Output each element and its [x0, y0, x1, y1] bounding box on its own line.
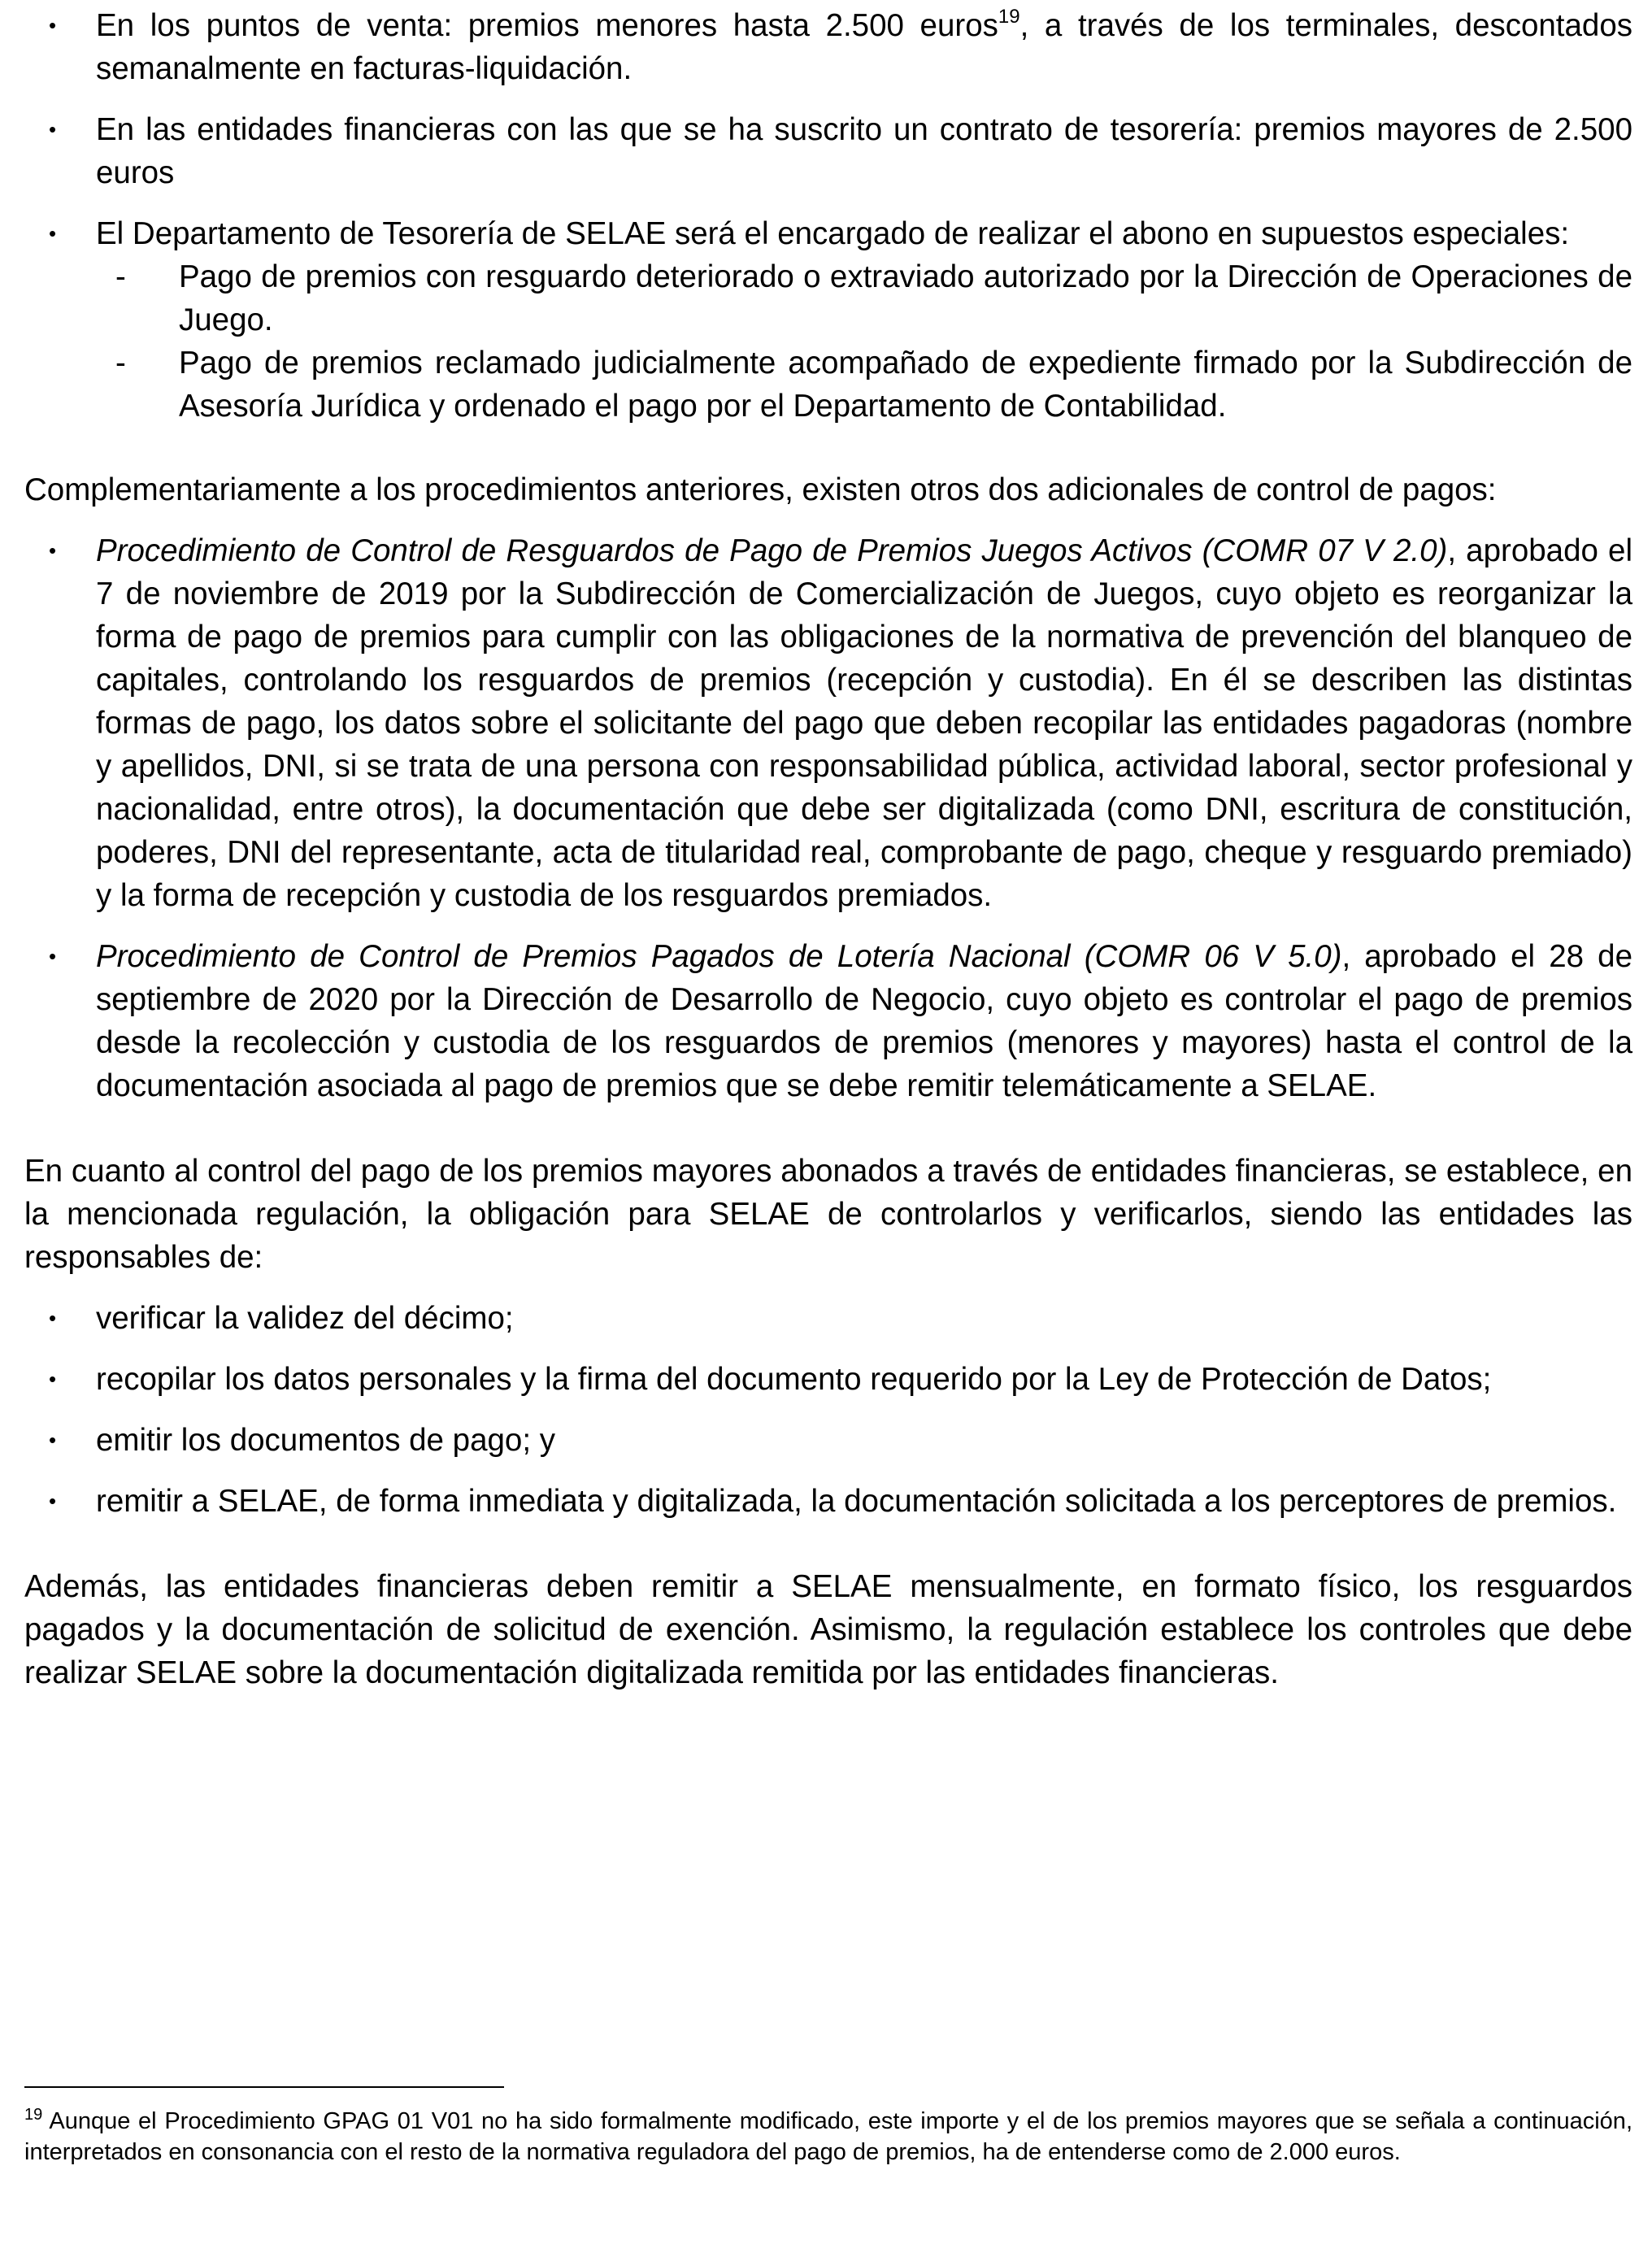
list-item: [24, 1297, 1632, 1340]
points-of-sale-rest: , a través de los terminales, descontados semanalmente en facturas-liquidación.: [96, 8, 1632, 86]
list-item: [24, 4, 1632, 90]
paragraph-additionally: Además, las entidades financieras deben remitir a SELAE mensualmente, en formato físico, los resguardos pagados y la documentación de solicitud de exención. Asimismo, la regulación establece los controles que debe realizar SELAE sobre la documentación digitalizada remitida por las entidades financieras.: [24, 1569, 1632, 1690]
footnote-ref[interactable]: 19: [998, 6, 1020, 28]
responsibilities-list: [24, 1297, 1632, 1523]
procedures-list: [24, 529, 1632, 1107]
list-item: [24, 529, 1632, 917]
bullet-icon: •: [49, 117, 57, 141]
procedure-title: Procedimiento de Control de Resguardos de Pago de Premios Juegos Activos (COMR 07 V 2.0): [96, 533, 1448, 568]
bullet-icon: •: [49, 1367, 57, 1391]
responsibility-text: emitir los documentos de pago; y: [96, 1423, 555, 1458]
bullet-icon: •: [49, 1306, 57, 1330]
financial-entities-text: En las entidades financieras con las que se ha suscrito un contrato de tesorería: premios mayores de 2.500 euros: [96, 112, 1632, 190]
footnote-separator: [24, 2086, 504, 2088]
bullet-icon: •: [49, 13, 57, 37]
special-case-text: Pago de premios con resguardo deteriorado o extraviado autorizado por la Dirección de Operaciones de Juego.: [179, 259, 1632, 337]
document-body: [24, 4, 1632, 1694]
list-item: [24, 935, 1632, 1107]
list-item: [24, 255, 1632, 341]
payment-channels-list: [24, 4, 1632, 428]
footnote-number: 19: [24, 2106, 43, 2124]
paragraph-control: En cuanto al control del pago de los premios mayores abonados a través de entidades financieras, se establece, en la mencionada regulación, la obligación para SELAE de controlarlos y verificarlos, siendo las entidades las responsables de:: [24, 1154, 1632, 1275]
list-item: [24, 1480, 1632, 1523]
list-item: [24, 1358, 1632, 1401]
paragraph-complementary: Complementariamente a los procedimientos anteriores, existen otros dos adicionales de control de pagos:: [24, 472, 1497, 507]
bullet-icon: •: [49, 944, 57, 968]
bullet-icon: •: [49, 1428, 57, 1452]
procedure-title: Procedimiento de Control de Premios Pagados de Lotería Nacional (COMR 06 V 5.0): [96, 939, 1342, 974]
footnote: [24, 2106, 1632, 2168]
special-cases-list: [96, 255, 1632, 428]
dash-marker: -: [115, 259, 126, 294]
footnote-text: Aunque el Procedimiento GPAG 01 V01 no ha sido formalmente modificado, este importe y el de los premios mayores que se señala a continuación, interpretados en consonancia con el resto de la normativa reguladora del pago de premios, ha de entenderse como de 2.000 euros.: [24, 2108, 1632, 2165]
procedure-text: , aprobado el 28 de septiembre de 2020 por la Dirección de Desarrollo de Negocio, cuyo objeto es controlar el pago de premios desde la recolección y custodia de los resguardos de premios (menores y mayores) hasta el control de la documentación asociada al pago de premios que se debe remitir telemáticamente a SELAE.: [96, 939, 1632, 1103]
list-item: [24, 341, 1632, 428]
list-item: [24, 108, 1632, 194]
responsibility-text: remitir a SELAE, de forma inmediata y digitalizada, la documentación solicitada a los perceptores de premios.: [96, 1484, 1617, 1519]
bullet-icon: •: [49, 1489, 57, 1513]
special-case-text: Pago de premios reclamado judicialmente acompañado de expediente firmado por la Subdirección de Asesoría Jurídica y ordenado el pago por el Departamento de Contabilidad.: [179, 346, 1632, 424]
list-item: [24, 1419, 1632, 1462]
dash-marker: -: [115, 346, 126, 381]
treasury-text: El Departamento de Tesorería de SELAE será el encargado de realizar el abono en supuestos especiales:: [96, 216, 1570, 251]
list-item: [24, 212, 1632, 428]
responsibility-text: verificar la validez del décimo;: [96, 1301, 514, 1336]
procedure-text: , aprobado el 7 de noviembre de 2019 por la Subdirección de Comercialización de Juegos, cuyo objeto es reorganizar la forma de pago de premios para cumplir con las obligaciones de la normativa de prevención del blanqueo de capitales, controlando los resguardos de premios (recepción y custodia). En él se describen las distintas formas de pago, los datos sobre el solicitante del pago que deben recopilar las entidades pagadoras (nombre y apellidos, DNI, si se trata de una persona con responsabilidad pública, actividad laboral, sector profesional y nacionalidad, entre otros), la documentación que debe ser digitalizada (como DNI, escritura de constitución, poderes, DNI del representante, acta de titularidad real, comprobante de pago, cheque y resguardo premiado) y la forma de recepción y custodia de los resguardos premiados.: [96, 533, 1632, 913]
bullet-icon: •: [49, 221, 57, 246]
bullet-icon: •: [49, 538, 57, 563]
responsibility-text: recopilar los datos personales y la firma del documento requerido por la Ley de Protección de Datos;: [96, 1362, 1492, 1397]
points-of-sale-text: En los puntos de venta: premios menores hasta 2.500 euros: [96, 8, 998, 43]
